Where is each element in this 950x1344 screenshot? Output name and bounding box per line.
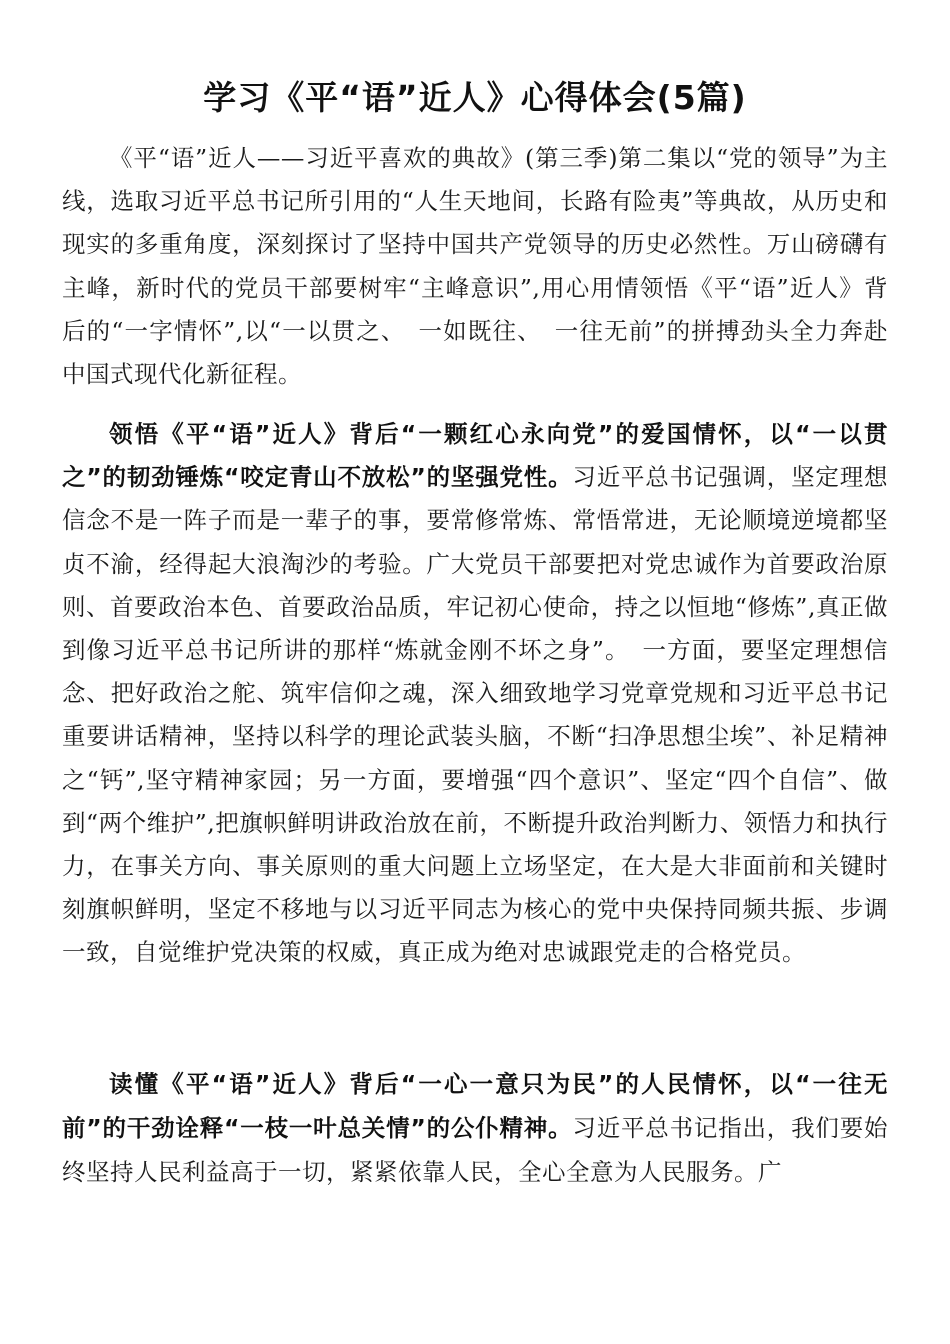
- section1-heading: 领悟《平“语”近人》背后“一颗红心永向党”的爱国情怀，以“一以贯之”的韧劲锤炼“咬定青山不放松”的坚强党性。: [62, 420, 888, 492]
- section2-heading: 读懂《平“语”近人》背后“一心一意只为民”的人民情怀，以“一往无前”的干劲诠释“一枝一叶总关情”的公仆精神。: [62, 1070, 888, 1142]
- intro-paragraph: 《平“语”近人——习近平喜欢的典故》(第三季)第二集以“党的领导”为主线，选取习近平总书记所引用的“人生天地间，长路有险夷”等典故，从历史和现实的多重角度，深刻探讨了坚持中国共产党领导的历史必然性。万山磅礴有主峰，新时代的党员干部要树牢“主峰意识”,用心用情领悟《平“语”近人》背后的“一字情怀”,以“一以贯之、 一如既往、 一往无前”的拼搏劲头全力奔赴中国式现代化新征程。: [62, 144, 888, 389]
- section2-paragraph: [62, 1062, 888, 1194]
- section2-body: 习近平总书记指出，我们要始终坚持人民利益高于一切，紧紧依靠人民，全心全意为人民服务。广: [62, 1114, 888, 1186]
- section1-body: 习近平总书记强调，坚定理想信念不是一阵子而是一辈子的事，要常修常炼、常悟常进，无论顺境逆境都坚贞不渝，经得起大浪淘沙的考验。广大党员干部要把对党忠诚作为首要政治原则、首要政治本色、首要政治品质，牢记初心使命，持之以恒地“修炼”,真正做到像习近平总书记所讲的那样“炼就金刚不坏之身”。 一方面，要坚定理想信念、把好政治之舵、筑牢信仰之魂，深入细致地学习党章党规和习近平总书记重要讲话精神，坚持以科学的理论武装头脑，不断“扫净思想尘埃”、补足精神之“钙”,坚守精神家园；另一方面，要增强“四个意识”、坚定“四个自信”、做到“两个维护”,把旗帜鲜明讲政治放在前，不断提升政治判断力、领悟力和执行力，在事关方向、事关原则的重大问题上立场坚定，在大是大非面前和关键时刻旗帜鲜明，坚定不移地与以习近平同志为核心的党中央保持同频共振、步调一致，自觉维护党决策的权威，真正成为绝对忠诚跟党走的合格党员。: [62, 463, 888, 967]
- document-title: 学习《平“语”近人》心得体会(5篇): [203, 78, 747, 117]
- section1-paragraph: [62, 413, 888, 975]
